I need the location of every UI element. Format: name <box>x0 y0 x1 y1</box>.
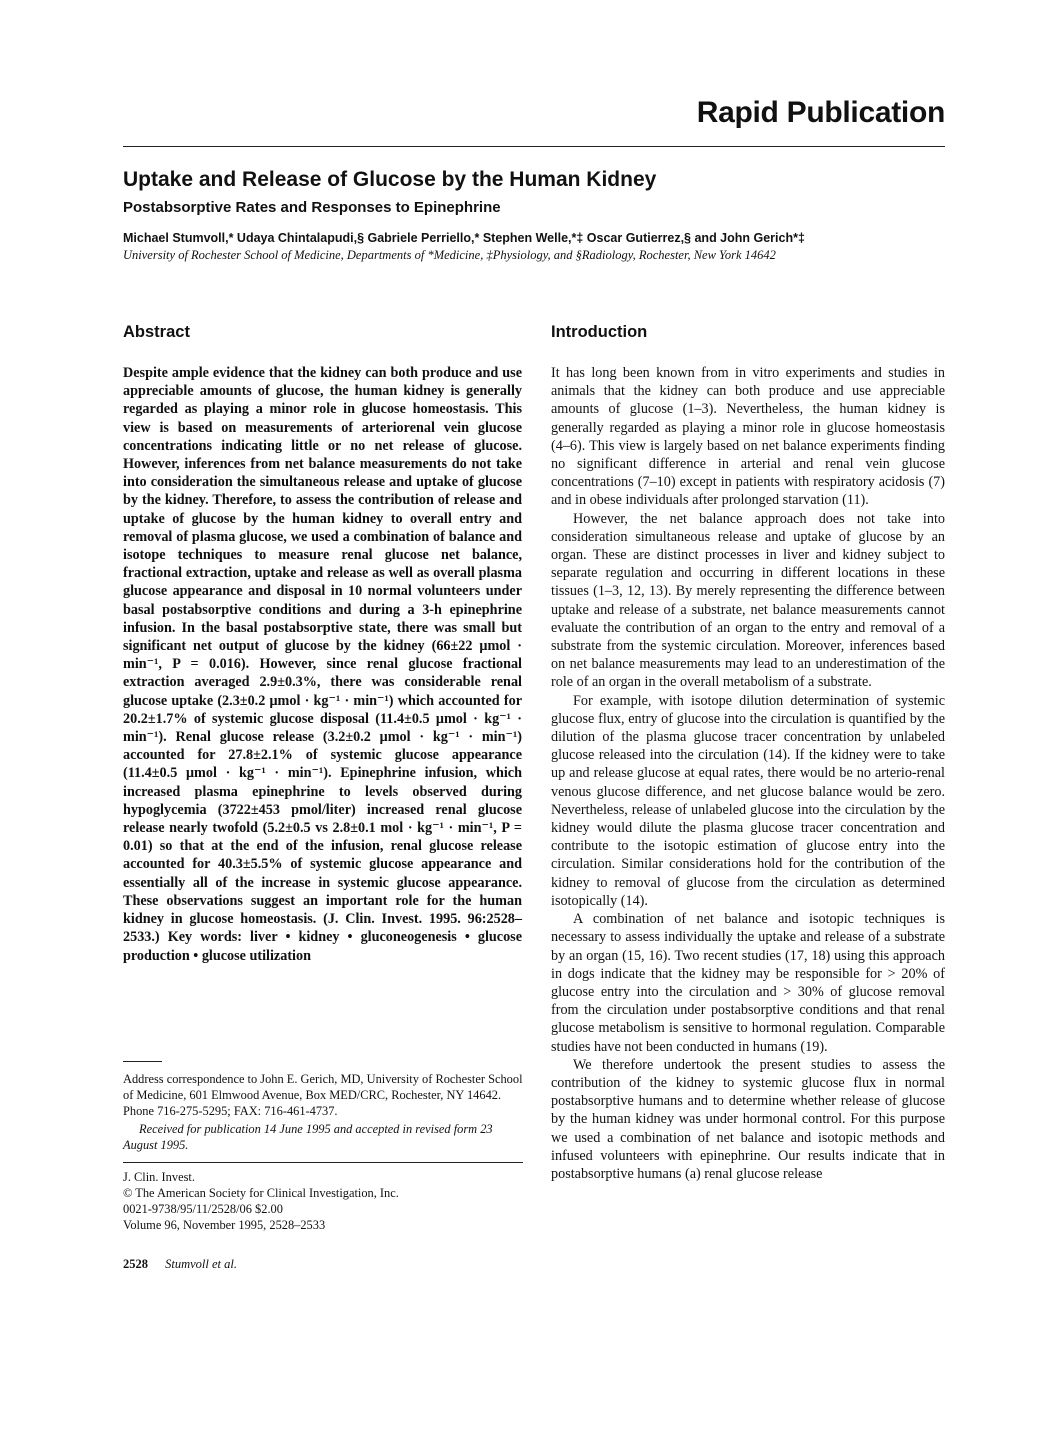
article-title: Uptake and Release of Glucose by the Human Kidney <box>123 168 657 191</box>
received-dates: Received for publication 14 June 1995 and accepted in revised form 23 August 1995. <box>123 1122 493 1152</box>
page-footer <box>123 1257 237 1272</box>
copyright-line: © The American Society for Clinical Investigation, Inc. <box>123 1186 399 1200</box>
author-list: Michael Stumvoll,* Udaya Chintalapudi,§ Gabriele Perriello,* Stephen Welle,*‡ Oscar Gutierrez,§ and John Gerich*‡ <box>123 231 805 245</box>
header-rule <box>123 146 945 147</box>
intro-paragraph: For example, with isotope dilution determination of systemic glucose flux, entry of glucose into the circulation is quantified by the dilution of the plasma glucose tracer concentration by unlabeled glucose released into the circulation (14). If the kidney were to take up and release glucose at equal rates, there would be no arterio-renal venous glucose difference, and net glucose balance would be zero. Nevertheless, release of unlabeled glucose into the circulation by the kidney would dilute the plasma glucose tracer concentration and contribute to the isotopic estimation of glucose entry into the circulation. Similar considerations hold for the contribution of the kidney to removal of glucose from the circulation as determined isotopically (14). <box>551 692 945 909</box>
intro-paragraph: However, the net balance approach does not take into consideration simultaneous release and uptake of glucose by an organ. These are distinct processes in liver and kidney subject to separate regulation and occurring in different locations in these tissues (1–3, 12, 13). By merely representing the difference between uptake and release of a substrate, net balance measurements cannot evaluate the contribution of an organ to the entry and removal of a substrate from the systemic circulation. Moreover, inferences based on net balance measurements may lead to an underestimation of the role of an organ in the overall metabolism of a substrate. <box>551 510 945 691</box>
right-column <box>551 323 945 1183</box>
article-subtitle: Postabsorptive Rates and Responses to Epinephrine <box>123 199 501 216</box>
introduction-heading: Introduction <box>551 323 648 341</box>
publication-rule <box>123 1162 523 1163</box>
correspondence-address: Address correspondence to John E. Gerich, MD, University of Rochester School of Medicine, 601 Elmwood Avenue, Box MED/CRC, Rochester, NY 14642. Phone 716-275-5295; FAX: 716-461-4737. <box>123 1072 523 1118</box>
journal-name: J. Clin. Invest. <box>123 1170 195 1184</box>
correspondence-footnote <box>123 1071 523 1153</box>
volume-line: Volume 96, November 1995, 2528–2533 <box>123 1218 326 1232</box>
intro-paragraph: It has long been known from in vitro experiments and studies in animals that the kidney can both produce and use appreciable amounts of glucose (1–3). Nevertheless, the human kidney is generally regarded as playing a minor role in glucose homeostasis (4–6). This view is largely based on net balance experiments finding no significant difference in arterial and renal vein glucose concentrations (7–10) except in patients with respiratory acidosis (7) and in obese individuals after prolonged starvation (11). <box>551 365 945 509</box>
abstract-text: Despite ample evidence that the kidney can both produce and use appreciable amounts of glucose, the human kidney is generally regarded as playing a minor role in glucose homeostasis. This view is based on measurements of arteriorenal vein glucose concentrations indicating little or no net release of glucose. However, inferences from net balance measurements do not take into consideration the simultaneous release and uptake of glucose by the kidney. Therefore, to assess the contribution of release and uptake of glucose by the human kidney to overall entry and removal of plasma glucose, we used a combination of balance and isotope techniques to measure renal glucose net balance, fractional extraction, uptake and release as well as overall plasma glucose appearance and disposal in 10 normal volunteers under basal postabsorptive conditions and during a 3-h epinephrine infusion. In the basal postabsorptive state, there was small but significant net output of glucose by the kidney (66±22 μmol · min⁻¹, P = 0.016). However, since renal glucose fractional extraction averaged 2.9±0.3%, there was considerable renal glucose uptake (2.3±0.2 μmol · kg⁻¹ · min⁻¹) which accounted for 20.2±1.7% of systemic glucose disposal (11.4±0.5 μmol · kg⁻¹ · min⁻¹). Renal glucose release (3.2±0.2 μmol · kg⁻¹ · min⁻¹) accounted for 27.8±2.1% of systemic glucose appearance (11.4±0.5 μmol · kg⁻¹ · min⁻¹). Epinephrine infusion, which increased plasma epinephrine to levels observed during hypoglycemia (3722±453 pmol/liter) increased renal glucose release nearly twofold (5.2±0.5 vs 2.8±0.1 mol · kg⁻¹ · min⁻¹, P = 0.01) so that at the end of the infusion, renal glucose release accounted for 40.3±5.5% of systemic glucose appearance and essentially all of the increase in systemic glucose appearance. These observations suggest an important role for the human kidney in glucose homeostasis. (J. Clin. Invest. 1995. 96:2528–2533.) Key words: liver • kidney • gluconeogenesis • glucose production • glucose utilization <box>123 365 522 964</box>
introduction-body <box>551 364 945 1183</box>
article-code: 0021-9738/95/11/2528/06 $2.00 <box>123 1202 283 1216</box>
footnote-rule <box>123 1061 162 1062</box>
affiliation: University of Rochester School of Medicine, Departments of *Medicine, ‡Physiology, and §Radiology, Rochester, New York 14642 <box>123 248 776 262</box>
abstract-heading: Abstract <box>123 323 190 341</box>
section-banner: Rapid Publication <box>696 96 945 129</box>
page-number: 2528 <box>123 1257 148 1271</box>
intro-paragraph: We therefore undertook the present studies to assess the contribution of the kidney to systemic glucose flux in normal postabsorptive humans and to determine whether release of glucose by the human kidney was under hormonal control. For this purpose we used a combination of net balance and isotopic methods and infused volunteers with epinephrine. Our results indicate that in postabsorptive humans (a) renal glucose release <box>551 1056 945 1182</box>
left-column <box>123 323 522 965</box>
running-head: Stumvoll et al. <box>165 1257 237 1271</box>
publication-info <box>123 1169 523 1233</box>
intro-paragraph: A combination of net balance and isotopic techniques is necessary to assess individually the uptake and release of a substrate by an organ (15, 16). Two recent studies (17, 18) using this approach in dogs indicate that the kidney may be responsible for > 20% of glucose entry into the circulation and > 30% of glucose removal from the circulation under postabsorptive conditions and that renal glucose metabolism is sensitive to hormonal regulation. Comparable studies have not been conducted in humans (19). <box>551 911 945 1055</box>
